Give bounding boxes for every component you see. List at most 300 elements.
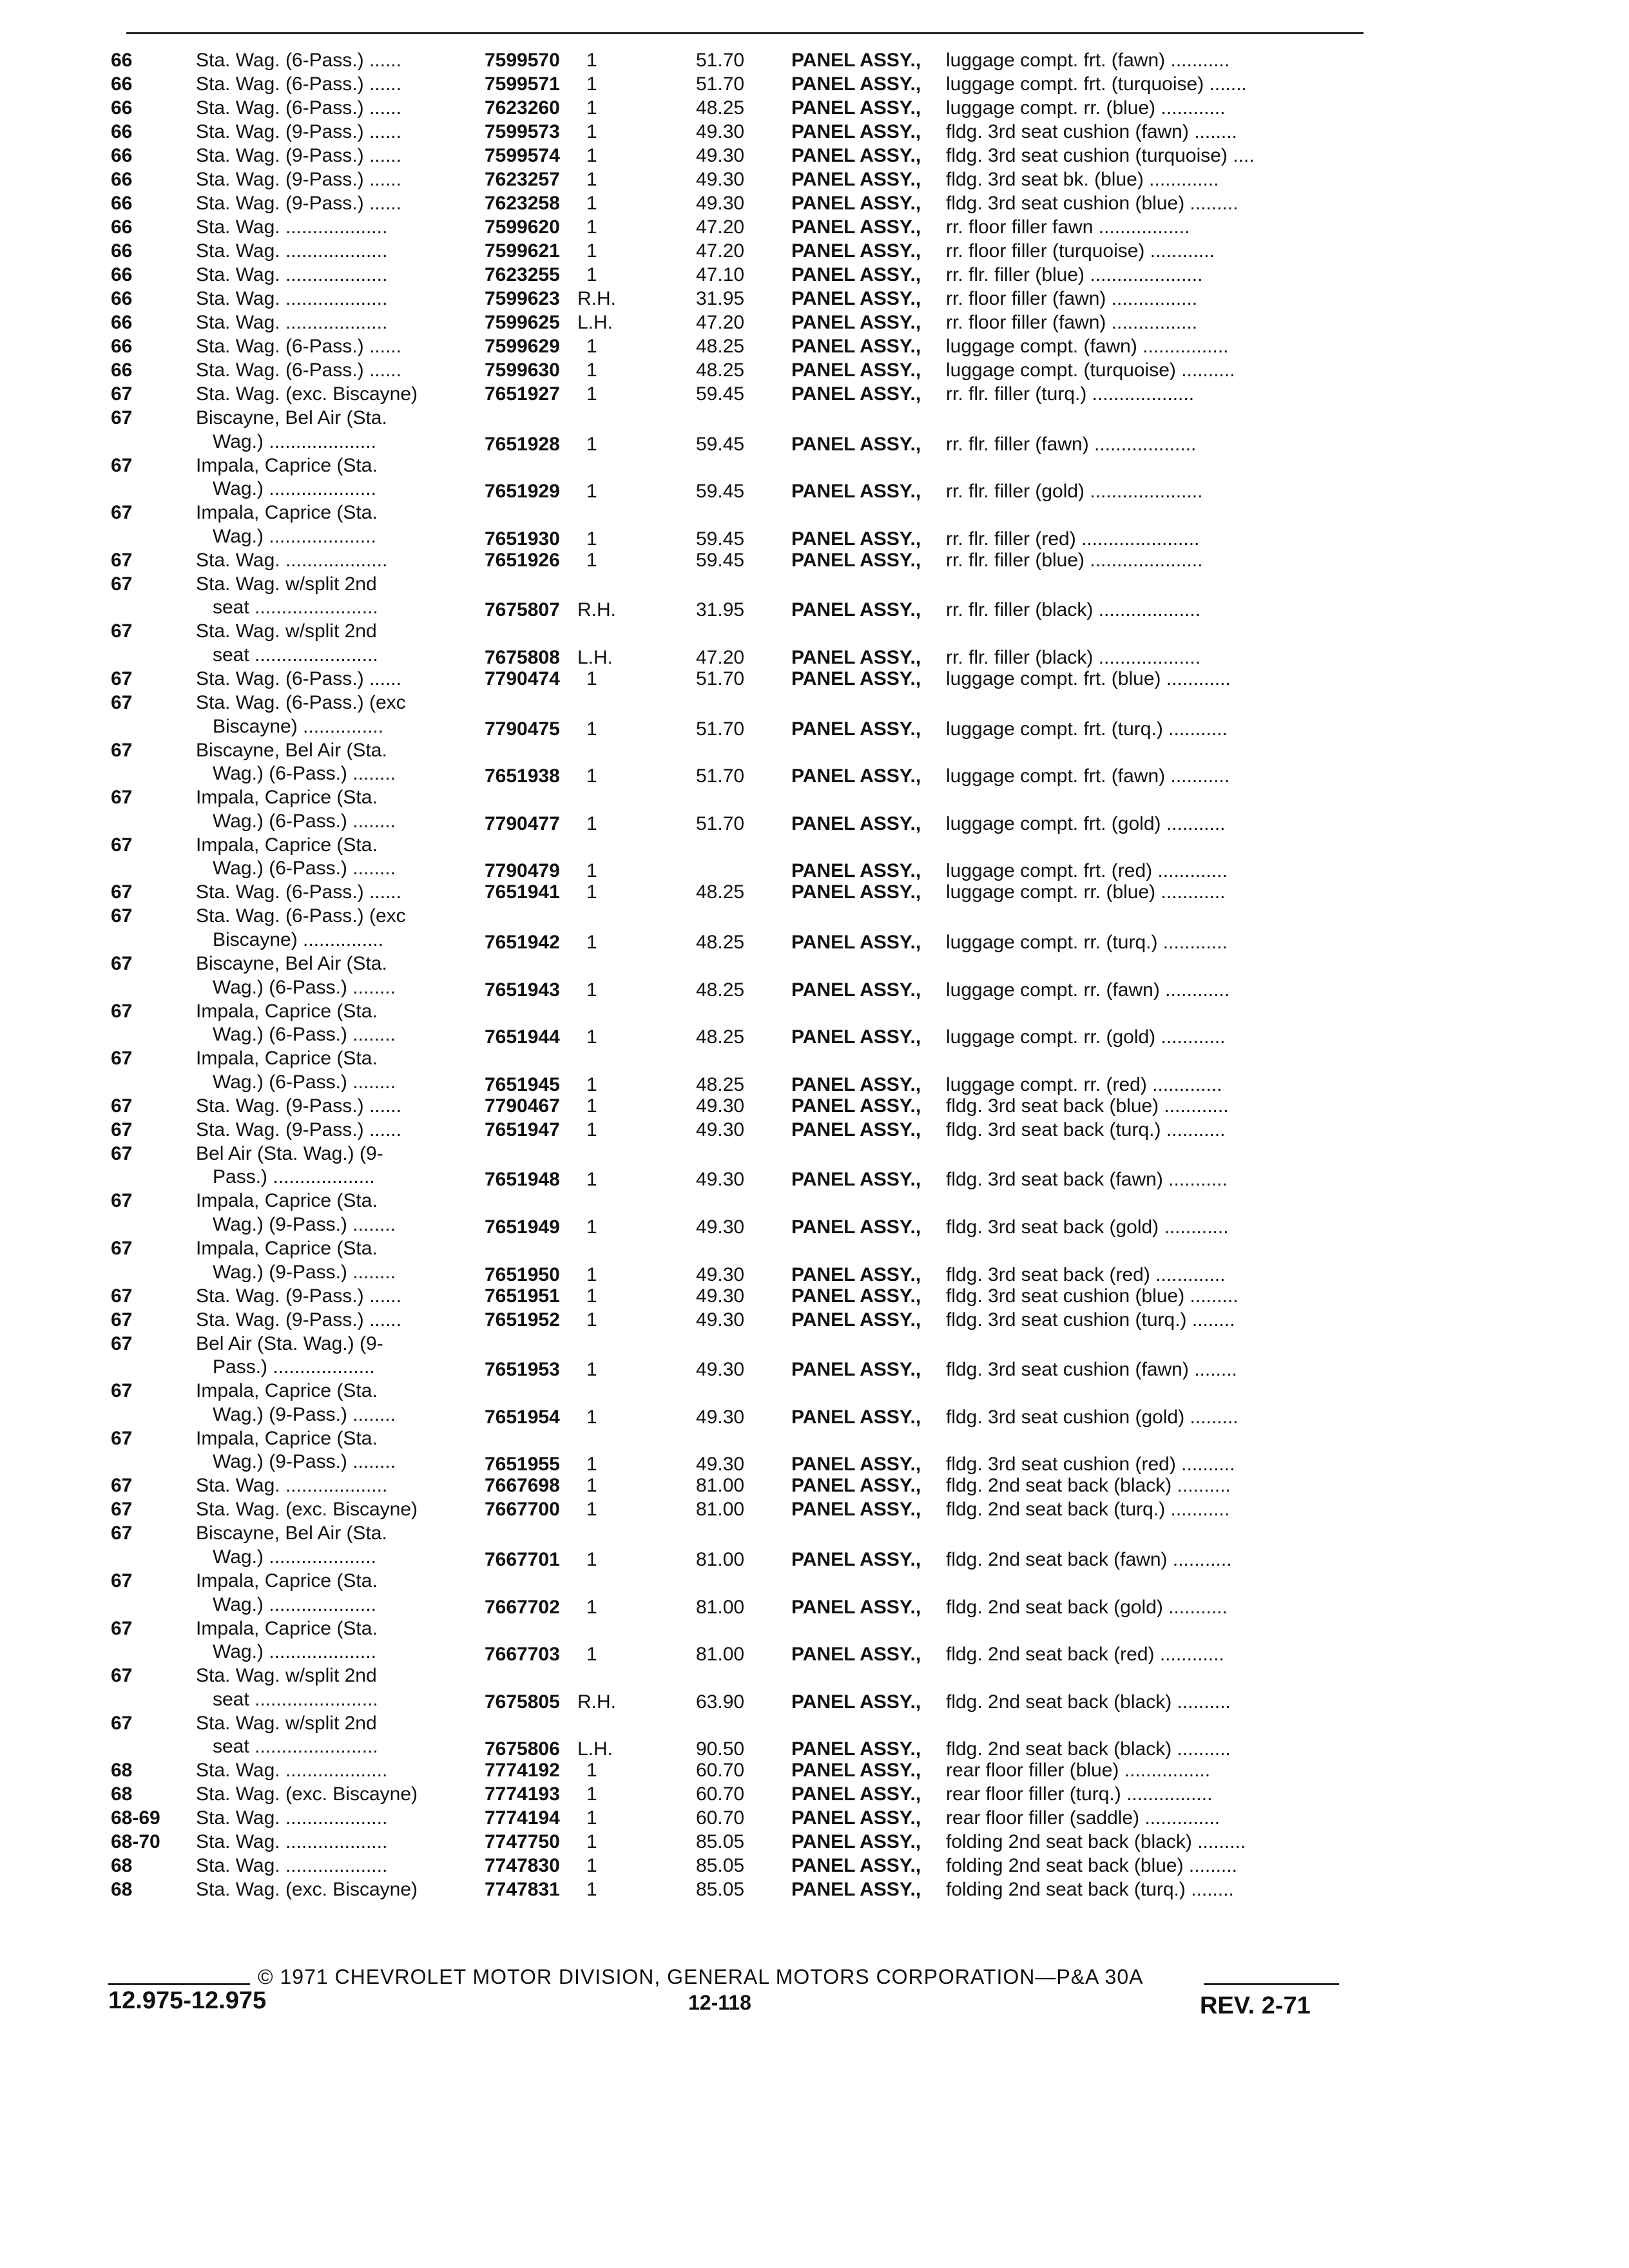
quantity: 1 [586,264,597,285]
table-row [0,359,1629,383]
model-description: Bel Air (Sta. Wag.) (9- [196,1142,383,1164]
model-description: Impala, Caprice (Sta. [196,1190,378,1212]
model-description: Sta. Wag. (9-Pass.) ...... [196,1095,401,1117]
part-name: PANEL ASSY., [791,1264,921,1285]
quantity: L.H. [577,312,613,333]
model-description: Sta. Wag. (exc. Biscayne) [196,383,418,405]
model-description: Sta. Wag. ................... [196,240,388,262]
list-price: 49.30 [696,145,745,166]
table-row [0,1189,1629,1236]
list-price: 49.30 [696,1454,745,1475]
top-rule [126,32,1364,34]
list-price: 31.95 [696,288,745,309]
model-year: 67 [111,1285,133,1307]
quantity: 1 [586,1499,597,1521]
model-year: 67 [111,1570,133,1591]
model-description: Wag.) .................... [213,1593,376,1615]
part-name: PANEL ASSY., [791,145,921,166]
part-name: PANEL ASSY., [791,216,921,238]
quantity: 1 [586,1169,597,1191]
part-number: 7599630 [485,360,560,381]
part-number: 7667701 [485,1548,560,1570]
part-number: 7599571 [485,73,560,95]
part-number: 7623260 [485,97,560,119]
part-description: fldg. 3rd seat cushion (turq.) ........ [946,1309,1235,1331]
model-description: Biscayne, Bel Air (Sta. [196,407,387,428]
model-description: Biscayne) ............... [213,715,384,737]
model-description: Sta. Wag. ................... [196,1855,388,1877]
model-description: Wag.) (6-Pass.) ........ [213,763,396,785]
table-row [0,952,1629,999]
part-number: 7675808 [485,646,560,668]
quantity: 1 [586,1807,597,1829]
part-description: fldg. 2nd seat back (black) .......... [946,1475,1231,1497]
model-year: 67 [111,1427,133,1449]
part-description: luggage compt. frt. (turquoise) ....... [946,73,1247,95]
table-row [0,739,1629,786]
table-row [0,168,1629,192]
list-price: 48.25 [696,360,745,381]
table-row [0,1309,1629,1332]
quantity: L.H. [577,1738,613,1760]
quantity: 1 [586,1548,597,1570]
model-year: 67 [111,1119,133,1140]
quantity: 1 [586,1285,597,1307]
part-name: PANEL ASSY., [791,121,921,142]
part-number: 7623258 [485,193,560,214]
part-name: PANEL ASSY., [791,1169,921,1191]
part-description: luggage compt. (turquoise) .......... [946,360,1235,381]
table-row [0,1522,1629,1569]
part-description: rr. floor filler fawn ................. [946,216,1190,238]
part-name: PANEL ASSY., [791,979,921,1001]
table-row [0,120,1629,144]
list-price: 59.45 [696,383,745,405]
quantity: 1 [586,481,597,503]
model-year: 68 [111,1760,133,1782]
part-number: 7651949 [485,1216,560,1238]
part-name: PANEL ASSY., [791,264,921,285]
part-name: PANEL ASSY., [791,481,921,503]
part-number: 7651941 [485,881,560,903]
part-name: PANEL ASSY., [791,765,921,787]
list-price: 81.00 [696,1548,745,1570]
page-number: 12-118 [688,1991,751,2014]
model-description: Sta. Wag. w/split 2nd [196,620,377,642]
part-name: PANEL ASSY., [791,668,921,689]
model-description: Impala, Caprice (Sta. [196,1617,378,1639]
model-year: 68-70 [111,1831,160,1853]
model-description: Wag.) (9-Pass.) ........ [213,1213,396,1235]
quantity: 1 [586,1831,597,1853]
model-description: seat ....................... [213,1688,378,1710]
part-description: rr. flr. filler (black) ................... [946,646,1201,668]
list-price: 81.00 [696,1499,745,1521]
quantity: 1 [586,1855,597,1877]
list-price: 85.05 [696,1879,745,1901]
quantity: 1 [586,97,597,119]
model-description: Sta. Wag. (6-Pass.) ...... [196,360,401,381]
model-description: Sta. Wag. ................... [196,1831,388,1853]
table-row [0,144,1629,168]
model-year: 67 [111,881,133,903]
quantity: 1 [586,121,597,142]
part-name: PANEL ASSY., [791,1807,921,1829]
model-year: 67 [111,834,133,856]
table-row [0,264,1629,287]
part-description: luggage compt. frt. (fawn) ........... [946,50,1230,71]
quantity: 1 [586,1359,597,1381]
model-description: Biscayne, Bel Air (Sta. [196,739,387,761]
part-description: luggage compt. frt. (red) ............. [946,860,1228,882]
part-number: 7623257 [485,169,560,190]
model-year: 68 [111,1855,133,1877]
model-description: Sta. Wag. (9-Pass.) ...... [196,193,401,214]
model-year: 66 [111,264,133,285]
table-row [0,905,1629,952]
part-name: PANEL ASSY., [791,1831,921,1853]
quantity: 1 [586,528,597,550]
part-description: luggage compt. rr. (turq.) ............ [946,931,1228,953]
table-row [0,1570,1629,1617]
list-price: 51.70 [696,73,745,95]
part-description: fldg. 3rd seat cushion (fawn) ........ [946,121,1237,142]
part-number: 7651947 [485,1119,560,1140]
part-number: 7790477 [485,812,560,834]
list-price: 63.90 [696,1691,745,1713]
model-description: seat ....................... [213,597,378,619]
quantity: R.H. [577,599,616,621]
table-row [0,881,1629,905]
model-description: Wag.) (6-Pass.) ........ [213,976,396,998]
part-description: fldg. 3rd seat back (blue) ............ [946,1095,1229,1117]
list-price: 47.20 [696,646,745,668]
part-number: 7651950 [485,1264,560,1285]
model-description: Pass.) ................... [213,1356,375,1378]
part-number: 7599620 [485,216,560,238]
quantity: 1 [586,1406,597,1428]
part-name: PANEL ASSY., [791,312,921,333]
model-year: 67 [111,1238,133,1259]
quantity: 1 [586,1596,597,1618]
quantity: R.H. [577,1691,616,1713]
table-row [0,97,1629,120]
part-number: 7599570 [485,50,560,71]
quantity: 1 [586,1119,597,1140]
list-price: 49.30 [696,121,745,142]
model-year: 66 [111,193,133,214]
part-number: 7790467 [485,1095,560,1117]
model-year: 66 [111,360,133,381]
model-description: Sta. Wag. ................... [196,312,388,333]
part-number: 7651952 [485,1309,560,1331]
footer-rule-right [1204,1983,1339,1985]
list-price: 31.95 [696,599,745,621]
part-name: PANEL ASSY., [791,1285,921,1307]
part-number: 7747830 [485,1855,560,1877]
part-number: 7747831 [485,1879,560,1901]
list-price: 59.45 [696,528,745,550]
model-description: Bel Air (Sta. Wag.) (9- [196,1332,383,1354]
model-description: Sta. Wag. ................... [196,549,388,571]
part-description: rr. flr. filler (black) ................... [946,599,1201,621]
model-description: Wag.) (6-Pass.) ........ [213,1071,396,1093]
model-description: Wag.) .................... [213,1546,376,1568]
model-year: 67 [111,787,133,809]
model-description: Sta. Wag. (exc. Biscayne) [196,1783,418,1805]
list-price: 90.50 [696,1738,745,1760]
table-row [0,1095,1629,1119]
quantity: 1 [586,50,597,71]
part-number: 7675805 [485,1691,560,1713]
model-description: Sta. Wag. ................... [196,1475,388,1497]
list-price: 60.70 [696,1807,745,1829]
part-description: rear floor filler (saddle) .............. [946,1807,1220,1829]
part-number: 7651942 [485,931,560,953]
part-number: 7651945 [485,1073,560,1095]
table-row [0,1427,1629,1474]
part-name: PANEL ASSY., [791,383,921,405]
list-price: 59.45 [696,481,745,503]
part-name: PANEL ASSY., [791,646,921,668]
model-description: Sta. Wag. (exc. Biscayne) [196,1499,418,1521]
quantity: 1 [586,1644,597,1666]
model-year: 66 [111,121,133,142]
table-row [0,240,1629,264]
part-name: PANEL ASSY., [791,812,921,834]
part-description: fldg. 3rd seat cushion (fawn) ........ [946,1359,1237,1381]
part-number: 7667702 [485,1596,560,1618]
table-row [0,620,1629,667]
model-description: Wag.) (6-Pass.) ........ [213,810,396,832]
model-description: Sta. Wag. (9-Pass.) ...... [196,1285,401,1307]
table-row [0,454,1629,501]
quantity: 1 [586,668,597,689]
model-description: Sta. Wag. (6-Pass.) (exc [196,905,406,927]
model-description: Impala, Caprice (Sta. [196,1380,378,1402]
model-year: 66 [111,73,133,95]
model-year: 67 [111,454,133,476]
list-price: 60.70 [696,1783,745,1805]
part-description: fldg. 3rd seat cushion (gold) ......... [946,1406,1239,1428]
quantity: 1 [586,1264,597,1285]
part-number: 7774193 [485,1783,560,1805]
part-name: PANEL ASSY., [791,1359,921,1381]
model-description: Wag.) .................... [213,525,376,547]
part-name: PANEL ASSY., [791,1855,921,1877]
table-row [0,1379,1629,1427]
list-price: 49.30 [696,1406,745,1428]
model-description: seat ....................... [213,644,378,666]
part-name: PANEL ASSY., [791,528,921,550]
list-price: 51.70 [696,812,745,834]
page-code-left: 12.975-12.975 [108,1987,267,2014]
part-number: 7790474 [485,668,560,689]
table-row [0,311,1629,335]
part-description: fldg. 2nd seat back (black) .......... [946,1738,1231,1760]
quantity: 1 [586,931,597,953]
model-description: Impala, Caprice (Sta. [196,1238,378,1259]
quantity: 1 [586,549,597,571]
quantity: 1 [586,860,597,882]
part-number: 7667703 [485,1644,560,1666]
part-description: fldg. 3rd seat back (fawn) ........... [946,1169,1228,1191]
part-description: rr. floor filler (fawn) ................ [946,288,1198,309]
model-description: Impala, Caprice (Sta. [196,1000,378,1022]
list-price: 49.30 [696,169,745,190]
part-name: PANEL ASSY., [791,1499,921,1521]
part-name: PANEL ASSY., [791,433,921,455]
model-description: Wag.) (9-Pass.) ........ [213,1261,396,1283]
part-name: PANEL ASSY., [791,169,921,190]
table-row [0,786,1629,833]
table-row [0,573,1629,620]
table-row [0,1783,1629,1807]
table-row [0,73,1629,97]
model-description: Sta. Wag. (6-Pass.) ...... [196,97,401,119]
table-row [0,668,1629,691]
model-description: Wag.) (9-Pass.) ........ [213,1451,396,1473]
revision-label: REV. 2-71 [1200,1992,1311,2019]
part-description: luggage compt. rr. (blue) ............ [946,881,1226,903]
part-name: PANEL ASSY., [791,1454,921,1475]
part-name: PANEL ASSY., [791,860,921,882]
model-year: 67 [111,1332,133,1354]
part-description: luggage compt. frt. (fawn) ........... [946,765,1230,787]
model-year: 66 [111,169,133,190]
model-year: 66 [111,50,133,71]
quantity: 1 [586,1475,597,1497]
part-name: PANEL ASSY., [791,1879,921,1901]
part-number: 7667700 [485,1499,560,1521]
model-year: 67 [111,1142,133,1164]
quantity: 1 [586,433,597,455]
part-description: rr. flr. filler (blue) ..................... [946,264,1203,285]
model-description: Biscayne, Bel Air (Sta. [196,953,387,974]
quantity: 1 [586,336,597,357]
part-description: fldg. 3rd seat back (gold) ............ [946,1216,1229,1238]
part-number: 7651928 [485,433,560,455]
part-name: PANEL ASSY., [791,1760,921,1782]
model-year: 67 [111,1665,133,1687]
part-number: 7651929 [485,481,560,503]
quantity: 1 [586,1454,597,1475]
part-number: 7747750 [485,1831,560,1853]
model-year: 67 [111,1095,133,1117]
table-row [0,335,1629,359]
part-description: fldg. 2nd seat back (black) .......... [946,1691,1231,1713]
table-row [0,216,1629,240]
model-year: 67 [111,1048,133,1070]
table-row [0,1142,1629,1189]
part-description: luggage compt. rr. (red) ............. [946,1073,1222,1095]
model-description: Wag.) .................... [213,430,376,452]
list-price: 49.30 [696,1285,745,1307]
part-number: 7651943 [485,979,560,1001]
model-description: Sta. Wag. (9-Pass.) ...... [196,145,401,166]
table-row [0,287,1629,311]
model-year: 67 [111,573,133,595]
model-description: Biscayne) ............... [213,928,384,950]
model-description: Sta. Wag. ................... [196,1807,388,1829]
model-year: 66 [111,145,133,166]
part-description: luggage compt. frt. (gold) ........... [946,812,1226,834]
part-description: rr. flr. filler (gold) ..................... [946,481,1203,503]
model-year: 67 [111,953,133,974]
part-description: fldg. 3rd seat cushion (blue) ......... [946,1285,1239,1307]
table-row [0,192,1629,216]
part-number: 7651926 [485,549,560,571]
copyright-line: © 1971 CHEVROLET MOTOR DIVISION, GENERAL MOTORS CORPORATION—P&A 30A [258,1965,1144,1988]
model-year: 67 [111,668,133,689]
model-description: Sta. Wag. (6-Pass.) ...... [196,73,401,95]
quantity: 1 [586,979,597,1001]
part-number: 7599621 [485,240,560,262]
quantity: 1 [586,216,597,238]
quantity: 1 [586,881,597,903]
list-price: 47.20 [696,312,745,333]
table-row [0,1854,1629,1878]
part-description: fldg. 2nd seat back (gold) ........... [946,1596,1228,1618]
model-description: Impala, Caprice (Sta. [196,454,378,476]
list-price: 49.30 [696,1359,745,1381]
part-description: rr. flr. filler (red) ...................... [946,528,1200,550]
model-description: Sta. Wag. (6-Pass.) ...... [196,336,401,357]
table-row [0,1878,1629,1902]
part-name: PANEL ASSY., [791,193,921,214]
list-price: 49.30 [696,1169,745,1191]
model-description: Sta. Wag. w/split 2nd [196,573,377,595]
model-description: seat ....................... [213,1736,378,1758]
list-price: 49.30 [696,1095,745,1117]
part-name: PANEL ASSY., [791,1548,921,1570]
quantity: 1 [586,1879,597,1901]
table-row [0,501,1629,548]
model-year: 66 [111,240,133,262]
footer-rule-left [108,1983,250,1985]
part-name: PANEL ASSY., [791,73,921,95]
list-price: 81.00 [696,1644,745,1666]
part-name: PANEL ASSY., [791,97,921,119]
part-description: folding 2nd seat back (blue) ......... [946,1855,1237,1877]
model-description: Sta. Wag. (exc. Biscayne) [196,1879,418,1901]
model-description: Wag.) (6-Pass.) ........ [213,858,396,879]
quantity: 1 [586,1216,597,1238]
model-description: Sta. Wag. (9-Pass.) ...... [196,121,401,142]
list-price: 49.30 [696,1216,745,1238]
quantity: 1 [586,240,597,262]
part-number: 7675807 [485,599,560,621]
list-price: 48.25 [696,97,745,119]
part-description: rear floor filler (blue) ................ [946,1760,1211,1782]
model-description: Sta. Wag. w/split 2nd [196,1665,377,1687]
part-number: 7667698 [485,1475,560,1497]
model-description: Sta. Wag. (6-Pass.) (exc [196,692,406,713]
part-name: PANEL ASSY., [791,1119,921,1140]
part-name: PANEL ASSY., [791,1073,921,1095]
part-description: luggage compt. rr. (fawn) ............ [946,979,1230,1001]
model-year: 66 [111,336,133,357]
quantity: 1 [586,169,597,190]
part-description: fldg. 3rd seat cushion (blue) ......... [946,193,1239,214]
table-row [0,691,1629,738]
model-description: Sta. Wag. (9-Pass.) ...... [196,169,401,190]
part-number: 7599623 [485,288,560,309]
part-name: PANEL ASSY., [791,1691,921,1713]
part-description: luggage compt. rr. (blue) ............ [946,97,1226,119]
table-row [0,49,1629,73]
model-description: Impala, Caprice (Sta. [196,1570,378,1591]
